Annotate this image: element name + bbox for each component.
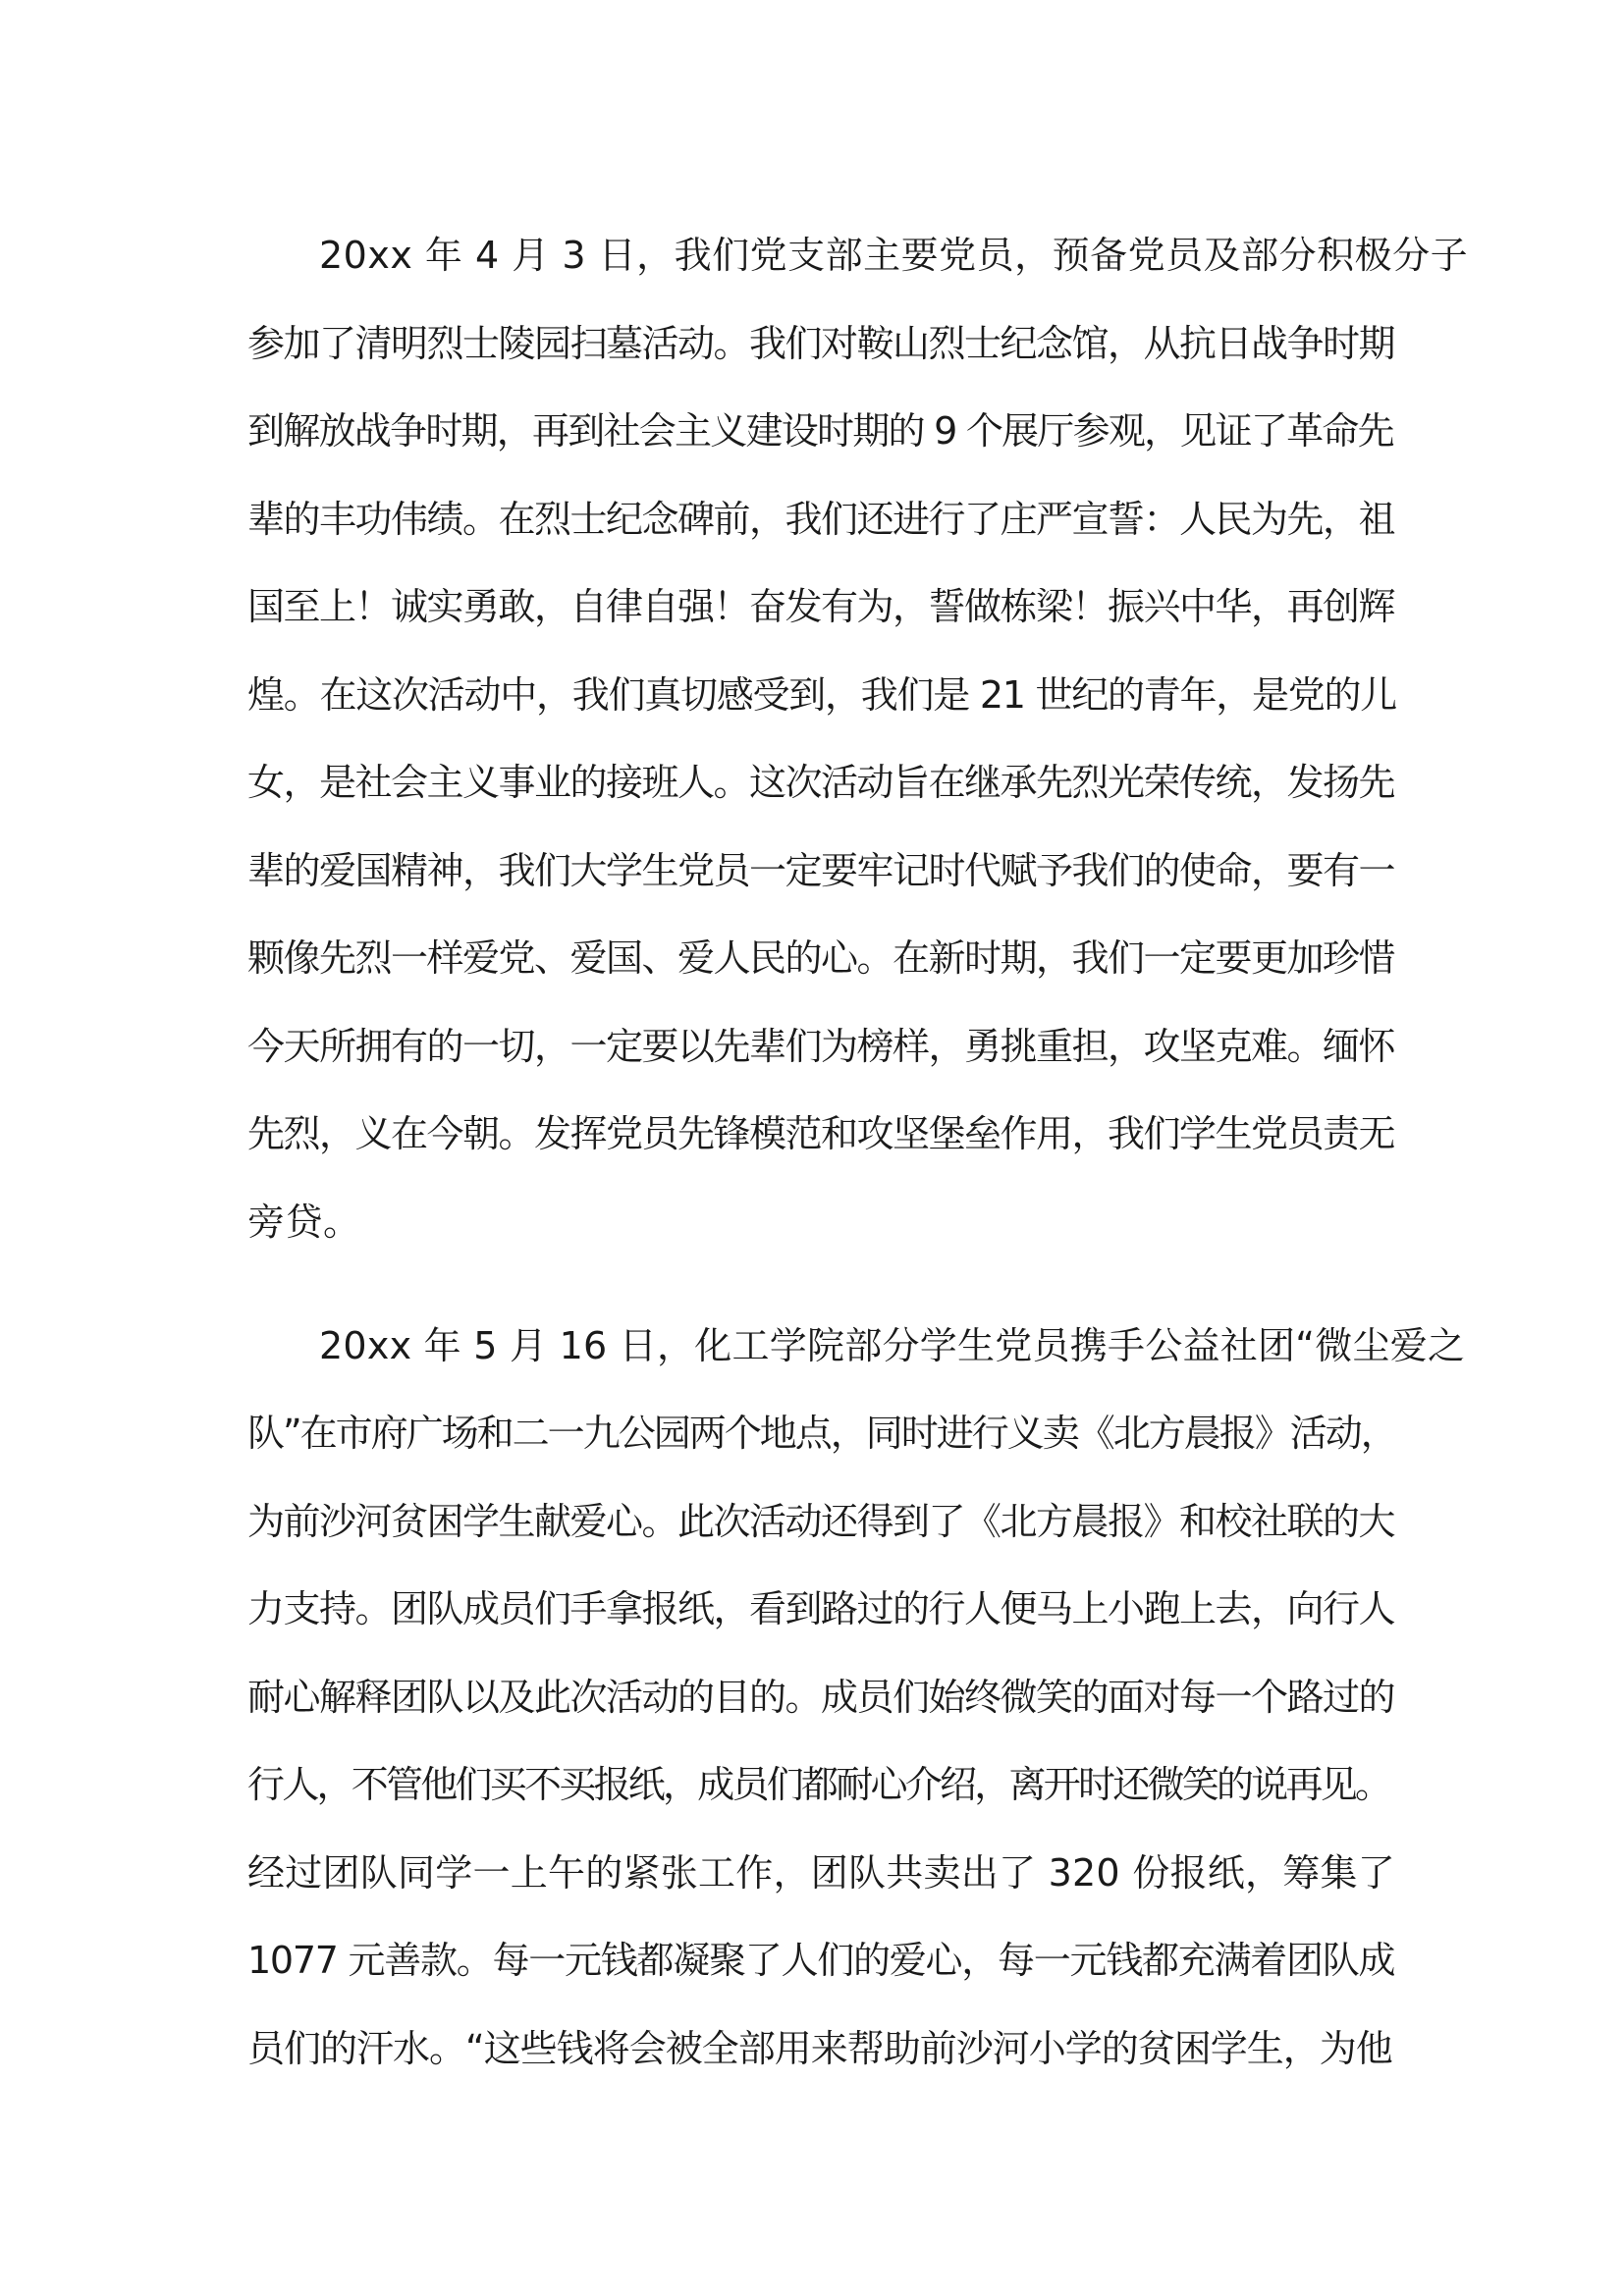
paragraph-2-line-3: 为前沙河贫困学生献爱心。此次活动还得到了《北方晨报》和校社联的大: [247, 1500, 1395, 1543]
paragraph-1-line-10: 今天所拥有的一切，一定要以先辈们为榜样，勇挑重担，攻坚克难。缅怀: [247, 1025, 1395, 1068]
paragraph-1-line-1: 20xx 年 4 月 3 日，我们党支部主要党员，预备党员及部分积极分子: [319, 234, 1469, 277]
paragraph-1-line-3: 到解放战争时期，再到社会主义建设时期的 9 个展厅参观，见证了革命先: [247, 409, 1393, 453]
paragraph-1-line-11: 先烈，义在今朝。发挥党员先锋模范和攻坚堡垒作用，我们学生党员责无: [247, 1112, 1395, 1155]
paragraph-2-line-8: 1077 元善款。每一元钱都凝聚了人们的爱心，每一元钱都充满着团队成: [247, 1939, 1395, 1982]
paragraph-2-line-1: 20xx 年 5 月 16 日，化工学院部分学生党员携手公益社团“微尘爱之: [319, 1324, 1466, 1367]
paragraph-1-line-2: 参加了清明烈士陵园扫墓活动。我们对鞍山烈士纪念馆，从抗日战争时期: [247, 322, 1395, 365]
paragraph-2-line-2: 队”在市府广场和二一九公园两个地点，同时进行义卖《北方晨报》活动，: [247, 1412, 1396, 1455]
paragraph-1-line-12: 旁贷。: [247, 1201, 361, 1244]
paragraph-2-line-9: 员们的汗水。“这些钱将会被全部用来帮助前沙河小学的贫困学生，为他: [247, 2027, 1392, 2070]
paragraph-2-line-4: 力支持。团队成员们手拿报纸，看到路过的行人便马上小跑上去，向行人: [247, 1587, 1395, 1630]
paragraph-1-line-9: 颗像先烈一样爱党、爱国、爱人民的心。在新时期，我们一定要更加珍惜: [247, 936, 1395, 980]
paragraph-1-line-8: 辈的爱国精神，我们大学生党员一定要牢记时代赋予我们的使命，要有一: [247, 849, 1395, 892]
paragraph-1-line-7: 女，是社会主义事业的接班人。这次活动旨在继承先烈光荣传统，发扬先: [247, 761, 1395, 804]
paragraph-1-line-4: 辈的丰功伟绩。在烈士纪念碑前，我们还进行了庄严宣誓：人民为先，祖: [247, 498, 1395, 541]
paragraph-2-line-5: 耐心解释团队以及此次活动的目的。成员们始终微笑的面对每一个路过的: [247, 1676, 1395, 1719]
paragraph-1-line-6: 煌。在这次活动中，我们真切感受到，我们是 21 世纪的青年，是党的儿: [247, 673, 1397, 717]
paragraph-2-line-6: 行人，不管他们买不买报纸，成员们都耐心介绍，离开时还微笑的说再见。: [247, 1763, 1390, 1806]
paragraph-2-line-7: 经过团队同学一上午的紧张工作，团队共卖出了 320 份报纸，筹集了: [247, 1851, 1395, 1895]
paragraph-1-line-5: 国至上！诚实勇敢，自律自强！奋发有为，誓做栋梁！振兴中华，再创辉: [247, 585, 1395, 628]
